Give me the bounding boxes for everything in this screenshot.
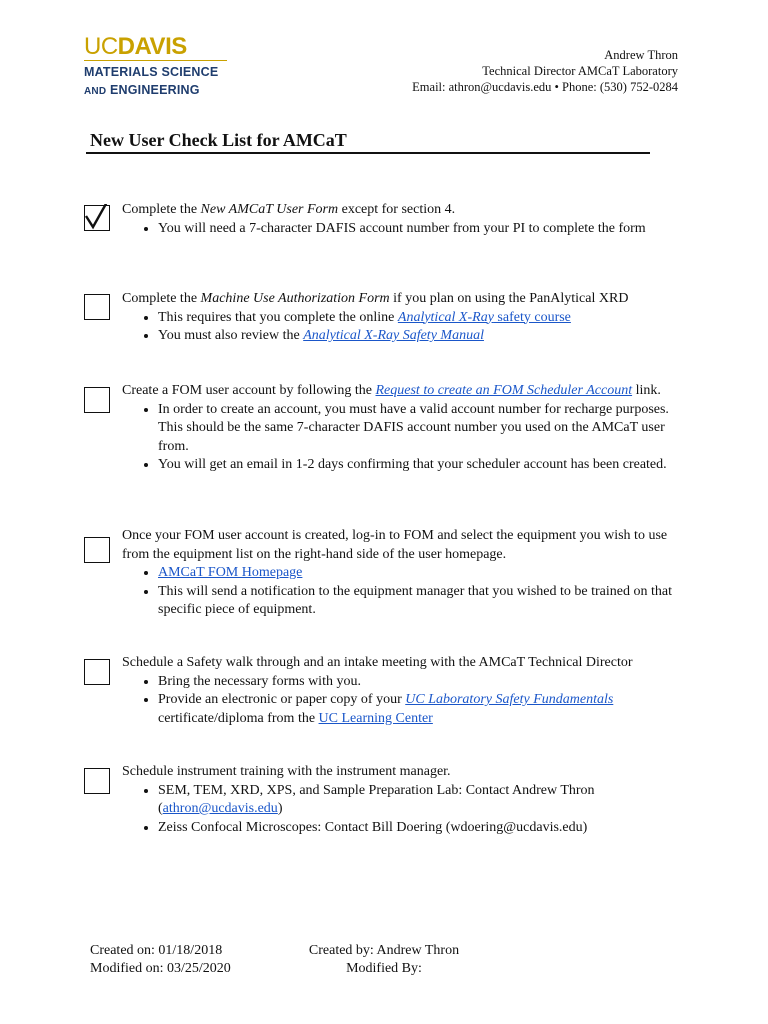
bullet: • You will need a 7-character DAFIS account number from your PI to complete the form <box>158 220 682 239</box>
analytical-xray-course-link[interactable]: Analytical X-Ray safety course <box>397 309 571 325</box>
bullet: • This will send a notification to the equipment manager that you wished to be trained on that specific piece of equipment. <box>158 583 682 620</box>
modified-by: Modified By: <box>346 961 422 976</box>
created-on: Created on: 01/18/2018 <box>90 943 223 958</box>
checkbox-checked-icon[interactable] <box>84 205 110 231</box>
uc-learning-center-link[interactable]: UC Learning Center <box>318 710 433 726</box>
ucdavis-mse-logo <box>84 33 227 99</box>
fom-account-request-link[interactable]: Request to create an FOM Scheduler Account <box>375 383 633 398</box>
xray-safety-manual-link[interactable]: Analytical X-Ray Safety Manual <box>303 328 484 343</box>
checkbox-icon[interactable] <box>84 659 110 685</box>
modified-on: Modified on: 03/25/2020 <box>90 961 231 976</box>
bullet: • This requires that you complete the online Analytical X-Ray safety course <box>158 309 682 328</box>
checkbox-icon[interactable] <box>84 294 110 320</box>
checkbox-icon[interactable] <box>84 387 110 413</box>
bullet: • Bring the necessary forms with you. <box>158 673 682 692</box>
checklist-item-text: Create a FOM user account by following the Request to create an FOM Scheduler Account link. • In order to create an account, you must have a valid account number for recharge purposes. This should be the same 7-character DAFIS account number you used on the AMCaT user from. • You will get an email in 1-2 days confirming that your scheduler account has been created. <box>122 382 682 475</box>
bullet: • Zeiss Confocal Microscopes: Contact Bill Doering (wdoering@ucdavis.edu) <box>158 819 682 838</box>
contact-name: Andrew Thron <box>604 48 678 62</box>
logo-dept-line1: MATERIALS SCIENCE <box>84 65 219 79</box>
contact-role: Technical Director AMCaT Laboratory <box>482 64 678 78</box>
bullet: • You will get an email in 1-2 days confirming that your scheduler account has been created. <box>158 456 682 475</box>
bullet: • Provide an electronic or paper copy of your UC Laboratory Safety Fundamentals certificate/diploma from the UC Learning Center <box>158 691 682 728</box>
bullet: • SEM, TEM, XRD, XPS, and Sample Preparation Lab: Contact Andrew Thron (athron@ucdavis.edu) <box>158 782 682 819</box>
page-title: New User Check List for AMCaT <box>90 130 347 150</box>
created-by: Created by: Andrew Thron <box>308 943 460 958</box>
bullet: • In order to create an account, you must have a valid account number for recharge purposes. This should be the same 7-character DAFIS account number you used on the AMCaT user from. <box>158 401 682 457</box>
footer-dates <box>90 942 231 978</box>
lab-safety-fundamentals-link[interactable]: UC Laboratory Safety Fundamentals <box>405 692 614 707</box>
checklist-item-text: Schedule instrument training with the instrument manager. • SEM, TEM, XRD, XPS, and Sample Preparation Lab: Contact Andrew Thron (athron@ucdavis.edu) • Zeiss Confocal Microscopes: Contact Bill Doering (wdoering@ucdavis.edu) <box>122 763 682 837</box>
checkbox-icon[interactable] <box>84 768 110 794</box>
bullet: • You must also review the Analytical X-Ray Safety Manual <box>158 327 682 346</box>
footer-authors <box>302 942 466 978</box>
contact-block <box>412 47 678 95</box>
athron-email-link[interactable]: athron@ucdavis.edu <box>162 801 278 816</box>
logo-rule <box>84 60 227 61</box>
bullet <box>158 564 682 583</box>
checklist-item-text: Once your FOM user account is created, log-in to FOM and select the equipment you wish to use from the equipment list on the right-hand side of the user homepage. • AMCaT FOM Homepage • This will send a notification to the equipment manager that you wished to be trained on that specific piece of equipment. <box>122 527 682 620</box>
logo-dept-line2: AND ENGINEERING <box>84 83 200 97</box>
checklist-item-text: Complete the Machine Use Authorization Form if you plan on using the PanAlytical XRD • This requires that you complete the online Analytical X-Ray safety course • You must also review the Analytical X-Ray Safety Manual <box>122 290 682 346</box>
title-underline <box>86 152 650 154</box>
contact-email-phone: Email: athron@ucdavis.edu • Phone: (530) 752-0284 <box>412 80 678 94</box>
checklist-item-text: Complete the New AMCaT User Form except for section 4. • You will need a 7-character DAFIS account number from your PI to complete the form <box>122 201 682 238</box>
checklist-item-text: Schedule a Safety walk through and an intake meeting with the AMCaT Technical Director • Bring the necessary forms with you. • Provide an electronic or paper copy of your UC Laboratory Safety Fundamentals certificate/diploma from the UC Learning Center <box>122 654 682 728</box>
checkbox-icon[interactable] <box>84 537 110 563</box>
fom-homepage-link[interactable]: AMCaT FOM Homepage <box>158 565 303 580</box>
logo-wordmark: UCDAVIS <box>84 33 187 60</box>
